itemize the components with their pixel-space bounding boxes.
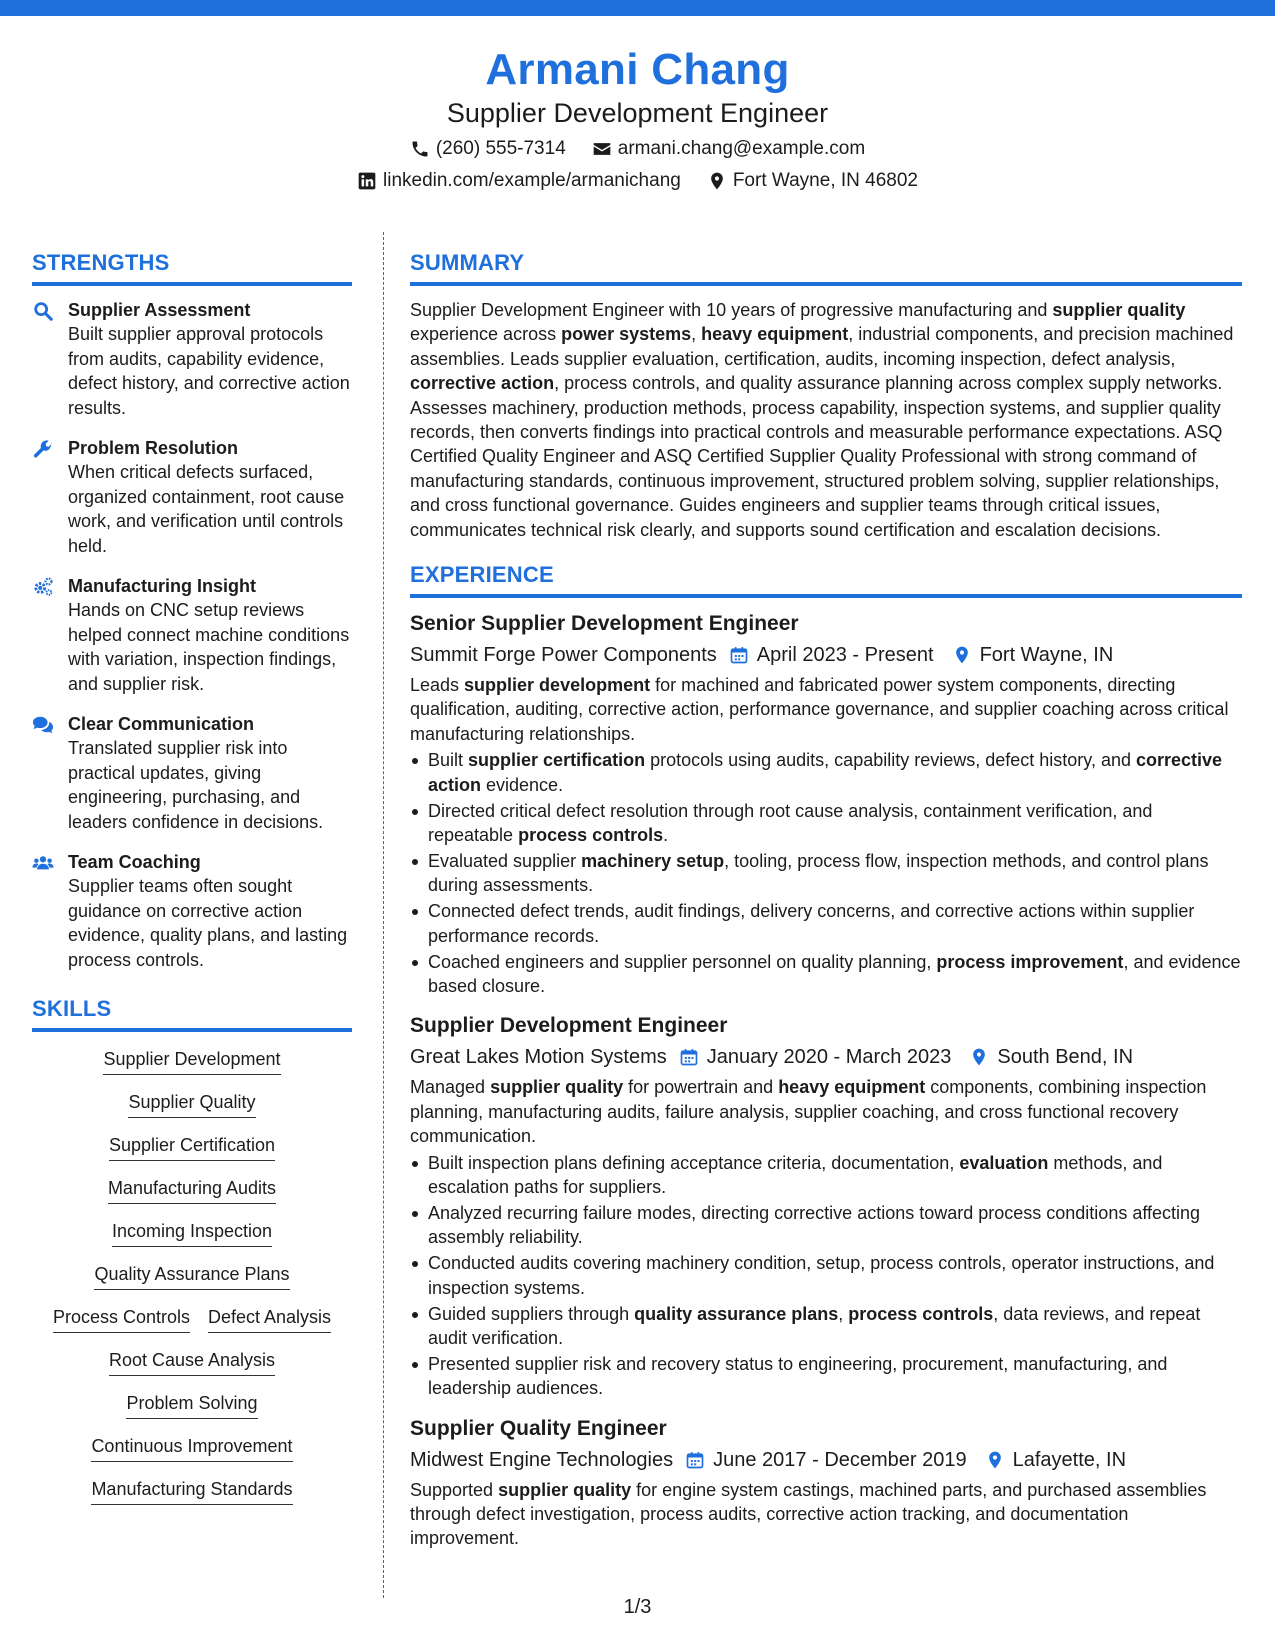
skill-row [32,1390,352,1419]
job-bullets [410,1151,1242,1401]
page-number: 1/3 [623,1596,652,1618]
summary-text [410,298,1242,542]
bullet-item [410,849,1242,898]
bullet-item [410,1151,1242,1200]
text-run: Built [428,750,469,771]
map-pin-icon [707,171,727,191]
left-column [32,248,352,1505]
phone-text: (260) 555-7314 [435,138,566,159]
linkedin-contact[interactable] [357,168,681,194]
text-run: , tooling, process flow, inspection methods, and control plans during assessments. [428,850,1209,896]
emphasis-text: supplier certification [468,750,646,771]
text-run: Coached engineers and supplier personnel on quality planning, [428,951,937,972]
job-location: South Bend, IN [997,1046,1134,1069]
strength-body [68,436,352,558]
job-meta [410,1446,1242,1474]
contact-row-1 [0,136,1275,162]
job-description [410,1075,1242,1148]
text-run: evidence. [481,774,564,795]
wrench-icon [32,438,54,460]
text-run: Connected defect trends, audit findings, delivery concerns, and corrective actions within supplier performance records. [428,901,1195,946]
linkedin-icon [357,171,377,191]
emphasis-text: machinery setup [581,850,725,871]
email-contact[interactable] [592,136,865,162]
email-text[interactable]: armani.chang@example.com [617,138,866,159]
job-entry [410,1012,1242,1400]
skill-tag: Manufacturing Standards [91,1476,292,1505]
bullet-item [410,1352,1242,1401]
candidate-title: Supplier Development Engineer [446,98,829,128]
text-run: for machined and fabricated power system components, directing qualification, auditing, corrective action, performance governance, and supplier coaching across critical manufacturing relationships. [410,675,1229,744]
emphasis-text: heavy equipment [778,1077,926,1098]
job-dates: January 2020 - March 2023 [706,1046,952,1069]
job-description [410,673,1242,746]
emphasis-text: heavy equipment [701,324,849,345]
job-dates: June 2017 - December 2019 [713,1448,967,1471]
job-location: Lafayette, IN [1012,1448,1127,1471]
text-run: Analyzed recurring failure modes, directing corrective actions toward process conditions affecting assembly reliability. [428,1202,1201,1248]
text-run: for engine system castings, machined parts, and purchased assemblies through defect investigation, process audits, corrective action tracking, and documentation improvement. [410,1479,1207,1549]
skill-row [32,1433,352,1462]
jobs-list [410,610,1242,1551]
experience-heading: EXPERIENCE [410,560,1242,598]
skill-row [32,1132,352,1161]
strength-icon-wrap [32,712,56,834]
text-run: for powertrain and [623,1077,779,1098]
bullet-item [410,1251,1242,1300]
skill-tag: Supplier Development [103,1046,280,1075]
strength-icon-wrap [32,298,56,420]
users-icon [32,852,54,874]
calendar-icon [729,645,749,665]
text-run: , process controls, and quality assurance planning across complex supply networks. Assesses machinery, production methods, process capability, inspection systems, and supplier quality records, then converts findings into practical controls and measurable performance expectations. ASQ Certified Quality Engineer and ASQ Certified Supplier Quality Professional with strong command of manufacturing standards, continuous improvement, structured problem solving, supplier relationships, and cross functional governance. Guides engineers and supplier teams through critical issues, communicates technical risk clearly, and supports sound certification and escalation decisions. [410,373,1223,540]
strength-icon-wrap [32,850,56,972]
skill-row [32,1046,352,1075]
bullet-item [410,1302,1242,1351]
emphasis-text: supplier quality [1052,300,1186,320]
text-run: Supplier Development Engineer with 10 years of progressive manufacturing and [410,300,1053,320]
gears-icon [32,576,54,598]
text-run: experience across [410,324,562,345]
text-run: Leads [410,675,465,696]
job-company: Great Lakes Motion Systems [410,1046,667,1069]
strength-item [32,574,352,696]
skill-tag: Manufacturing Audits [108,1175,276,1204]
text-run: Built inspection plans defining acceptance criteria, documentation, [428,1152,960,1173]
job-location-item [952,641,1114,669]
emphasis-text: evaluation [959,1152,1049,1173]
strength-desc: Translated supplier risk into practical updates, giving engineering, purchasing, and leaders confidence in decisions. [68,738,324,832]
linkedin-text[interactable]: linkedin.com/example/armanichang [383,170,681,191]
map-pin-icon [969,1047,989,1067]
job-dates: April 2023 - Present [756,644,934,667]
summary-heading: SUMMARY [410,248,1242,286]
skills-heading: SKILLS [32,994,352,1032]
strength-item [32,298,352,420]
emphasis-text: process controls [518,825,664,845]
resume-header [0,44,1275,194]
strength-body [68,574,352,696]
skill-row [32,1089,352,1118]
strength-title: Team Coaching [68,852,201,872]
skills-section [32,994,352,1505]
bullet-item [410,1201,1242,1250]
column-divider [383,232,384,1598]
emphasis-text: supplier quality [498,1479,632,1500]
strength-desc: When critical defects surfaced, organized containment, root cause work, and verification until controls held. [68,462,345,556]
skill-tag: Problem Solving [126,1390,257,1419]
strength-item [32,850,352,972]
bullet-item [410,748,1242,797]
strengths-heading: STRENGTHS [32,248,352,286]
strength-title: Clear Communication [68,714,255,734]
strength-desc: Built supplier approval protocols from audits, capability evidence, defect history, and corrective action results. [68,324,350,418]
bullet-item [410,799,1242,848]
contact-row-2 [0,168,1275,194]
phone-contact [410,136,566,162]
job-bullets [410,748,1242,998]
map-pin-icon [952,645,972,665]
text-run: Guided suppliers through [428,1303,635,1324]
text-run: Supported [410,1479,499,1500]
text-run: . [663,825,669,845]
strength-icon-wrap [32,574,56,696]
job-meta [410,641,1242,669]
strength-icon-wrap [32,436,56,558]
strength-body [68,298,352,420]
emphasis-text: corrective action [410,373,555,394]
strength-title: Problem Resolution [68,438,239,458]
text-run: Presented supplier risk and recovery status to engineering, procurement, manufacturing, and leadership audiences. [428,1353,1168,1399]
text-run: methods, and escalation paths for suppliers. [428,1152,1163,1197]
strength-item [32,712,352,834]
emphasis-text: supplier quality [490,1077,624,1098]
strength-title: Supplier Assessment [68,300,251,320]
right-column [410,248,1242,1565]
strengths-list [32,298,352,972]
job-title: Senior Supplier Development Engineer [410,612,799,636]
skill-row [32,1218,352,1247]
skill-row [32,1347,352,1376]
job-location-item [969,1043,1133,1071]
emphasis-text: corrective action [428,750,1223,795]
skill-tag: Root Cause Analysis [109,1347,275,1376]
envelope-icon [592,139,612,159]
text-run: Evaluated supplier [428,850,582,871]
job-meta [410,1043,1242,1071]
candidate-name: Armani Chang [485,45,790,94]
job-description [410,1478,1242,1551]
skill-row [32,1304,352,1333]
skill-tag: Incoming Inspection [112,1218,272,1247]
calendar-icon [685,1450,705,1470]
skill-tag: Continuous Improvement [91,1433,292,1462]
emphasis-text: power systems [561,324,692,345]
text-run: , industrial components, and precision machined assemblies. Leads supplier evaluation, certification, audits, incoming inspection, defect analysis, [410,324,1234,369]
summary-section [410,248,1242,542]
strength-body [68,712,352,834]
text-run: protocols using audits, capability reviews, defect history, and [645,750,1136,771]
experience-section [410,560,1242,1551]
top-accent-bar [0,0,1275,16]
job-location: Fort Wayne, IN [979,644,1114,667]
job-company: Midwest Engine Technologies [410,1448,674,1471]
text-run: , and evidence based closure. [428,951,1241,996]
text-run: Conducted audits covering machinery condition, setup, process controls, operator instructions, and inspection systems. [428,1253,1215,1298]
job-title: Supplier Development Engineer [410,1014,728,1038]
skill-tag: Quality Assurance Plans [94,1261,289,1290]
job-entry [410,1415,1242,1551]
phone-icon [410,139,430,159]
text-run: Managed [410,1077,491,1098]
skill-row [32,1175,352,1204]
job-company: Summit Forge Power Components [410,644,717,667]
skill-row [32,1261,352,1290]
search-icon [32,300,54,322]
text-run: , data reviews, and repeat audit verification. [428,1303,1201,1348]
job-location-item [985,1446,1126,1474]
job-entry [410,610,1242,998]
job-dates-item [679,1043,952,1071]
location-contact [707,168,918,194]
skills-list [32,1044,352,1505]
bullet-item [410,899,1242,948]
emphasis-text: supplier development [464,675,651,696]
skill-tag: Process Controls [53,1304,190,1333]
map-pin-icon [985,1450,1005,1470]
strength-desc: Supplier teams often sought guidance on corrective action evidence, quality plans, and lasting process controls. [68,876,348,970]
emphasis-text: process controls [848,1303,994,1324]
text-run: Directed critical defect resolution through root cause analysis, containment verification, and repeatable [428,800,1153,845]
emphasis-text: quality assurance plans [634,1303,839,1324]
text-run: , [838,1303,849,1324]
text-run: components, combining inspection planning, manufacturing audits, failure analysis, supplier coaching, and cross functional recovery communication. [410,1077,1207,1147]
job-dates-item [729,641,934,669]
strength-item [32,436,352,558]
skill-tag: Supplier Quality [128,1089,255,1118]
strength-title: Manufacturing Insight [68,576,256,596]
strength-desc: Hands on CNC setup reviews helped connect machine conditions with variation, inspection findings, and supplier risk. [68,600,350,694]
calendar-icon [679,1047,699,1067]
skill-tag: Supplier Certification [109,1132,275,1161]
skill-tag: Defect Analysis [208,1304,331,1333]
skill-row [32,1476,352,1505]
bullet-item [410,950,1242,999]
job-dates-item [685,1446,967,1474]
strength-body [68,850,352,972]
text-run: , [691,324,702,345]
location-text: Fort Wayne, IN 46802 [732,170,918,191]
emphasis-text: process improvement [936,951,1124,972]
comments-icon [32,714,54,736]
job-title: Supplier Quality Engineer [410,1416,667,1440]
